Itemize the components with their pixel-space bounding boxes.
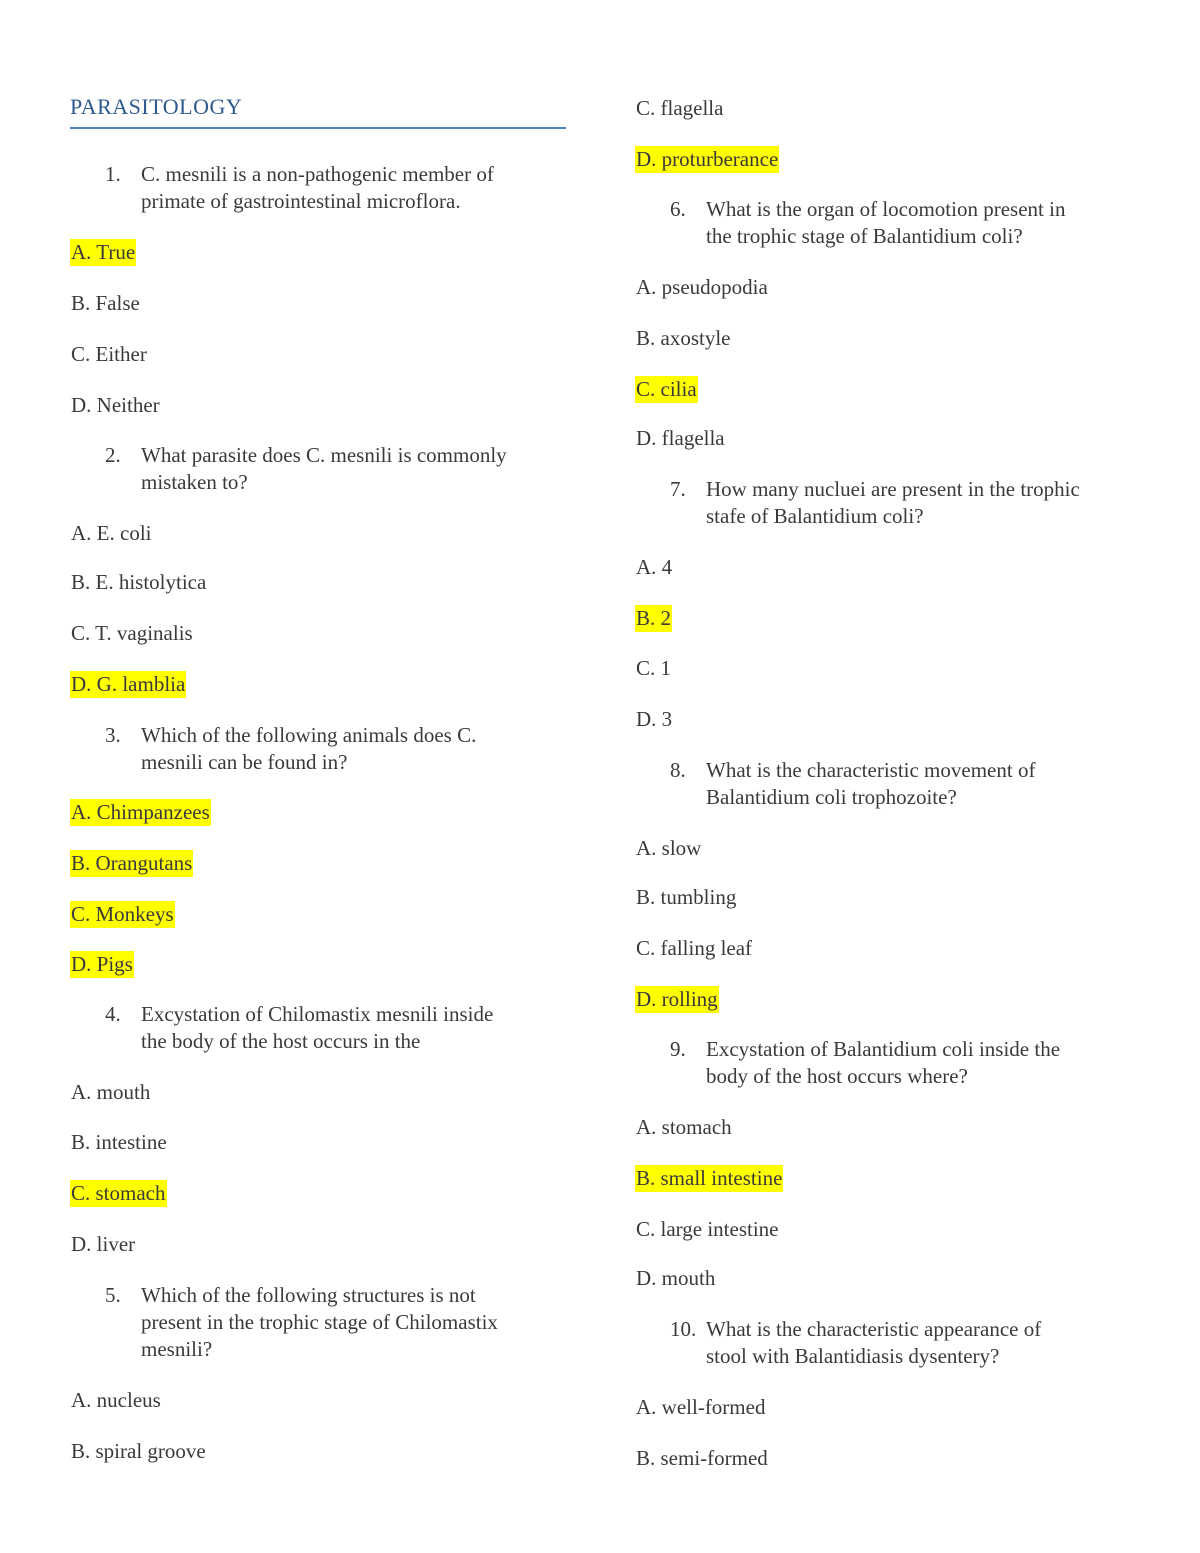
question-text — [706, 476, 1080, 530]
question-text-line: What parasite does C. mesnili is commonly — [141, 443, 507, 467]
question-text-line: stafe of Balantidium coli? — [706, 504, 924, 528]
question-text-line: primate of gastrointestinal microflora. — [141, 189, 461, 213]
question-text — [141, 1282, 498, 1363]
question-number: 4. — [105, 1002, 121, 1026]
answer-option: B. E. histolytica — [71, 570, 207, 594]
answer-option: C. cilia — [636, 377, 697, 401]
question-text — [706, 1036, 1060, 1090]
answer-option: D. G. lamblia — [71, 672, 186, 696]
answer-option: D. Pigs — [71, 952, 133, 976]
answer-option: C. stomach — [71, 1181, 166, 1205]
question-number: 6. — [670, 197, 686, 221]
question-text — [141, 1001, 493, 1055]
question-number: 8. — [670, 758, 686, 782]
answer-option: B. spiral groove — [71, 1439, 206, 1463]
answer-option: A. well-formed — [636, 1395, 766, 1419]
question-text-line: present in the trophic stage of Chilomastix — [141, 1310, 498, 1334]
title-underline — [70, 127, 566, 129]
answer-option: D. flagella — [636, 426, 725, 450]
question-number: 3. — [105, 723, 121, 747]
answer-option: D. 3 — [636, 707, 673, 731]
question-text-line: C. mesnili is a non-pathogenic member of — [141, 162, 494, 186]
question-text-line: mesnili can be found in? — [141, 750, 348, 774]
answer-option: A. E. coli — [71, 521, 152, 545]
question-text-line: What is the characteristic movement of — [706, 758, 1036, 782]
answer-option: C. Monkeys — [71, 902, 174, 926]
question-text-line: the body of the host occurs in the — [141, 1029, 421, 1053]
question-number: 2. — [105, 443, 121, 467]
question-text-line: Which of the following animals does C. — [141, 723, 477, 747]
question-text-line: mistaken to? — [141, 470, 248, 494]
answer-option: A. Chimpanzees — [71, 800, 210, 824]
question-text-line: Which of the following structures is not — [141, 1283, 476, 1307]
answer-option: A. 4 — [636, 555, 673, 579]
answer-option: D. Neither — [71, 393, 160, 417]
answer-option: A. mouth — [71, 1080, 151, 1104]
answer-option: A. stomach — [636, 1115, 732, 1139]
answer-option: C. flagella — [636, 96, 724, 120]
answer-option: A. slow — [636, 836, 702, 860]
answer-option: B. intestine — [71, 1130, 167, 1154]
question-text — [706, 757, 1035, 811]
answer-option: D. mouth — [636, 1266, 716, 1290]
question-text-line: stool with Balantidiasis dysentery? — [706, 1344, 1000, 1368]
answer-option: A. pseudopodia — [636, 275, 768, 299]
question-text — [706, 196, 1065, 250]
answer-option: D. proturberance — [636, 147, 779, 171]
question-number: 1. — [105, 162, 121, 186]
question-text — [141, 161, 494, 215]
question-text-line: Excystation of Balantidium coli inside the — [706, 1037, 1061, 1061]
question-text — [141, 442, 507, 496]
question-number: 5. — [105, 1283, 121, 1307]
question-text-line: body of the host occurs where? — [706, 1064, 968, 1088]
answer-option: B. small intestine — [636, 1166, 783, 1190]
answer-option: C. T. vaginalis — [71, 621, 193, 645]
question-text-line: What is the characteristic appearance of — [706, 1317, 1042, 1341]
question-number: 10. — [670, 1317, 697, 1341]
answer-option: C. falling leaf — [636, 936, 753, 960]
question-text-line: mesnili? — [141, 1337, 213, 1361]
answer-option: A. True — [71, 240, 136, 264]
document-title: PARASITOLOGY — [70, 94, 243, 119]
question-text-line: How many nucluei are present in the trophic — [706, 477, 1080, 501]
answer-option: D. rolling — [636, 987, 718, 1011]
answer-option: C. large intestine — [636, 1217, 779, 1241]
answer-option: B. tumbling — [636, 885, 737, 909]
question-text-line: What is the organ of locomotion present in — [706, 197, 1066, 221]
question-text-line: Excystation of Chilomastix mesnili inside — [141, 1002, 494, 1026]
question-text — [141, 722, 476, 776]
question-text — [706, 1316, 1041, 1370]
answer-option: B. Orangutans — [71, 851, 193, 875]
answer-option: B. semi-formed — [636, 1446, 768, 1470]
question-text-line: Balantidium coli trophozoite? — [706, 785, 957, 809]
answer-option: D. liver — [71, 1232, 136, 1256]
question-number: 9. — [670, 1037, 686, 1061]
answer-option: A. nucleus — [71, 1388, 161, 1412]
answer-option: C. 1 — [636, 656, 672, 680]
answer-option: B. axostyle — [636, 326, 731, 350]
question-number: 7. — [670, 477, 686, 501]
question-text-line: the trophic stage of Balantidium coli? — [706, 224, 1023, 248]
answer-option: C. Either — [71, 342, 147, 366]
answer-option: B. False — [71, 291, 140, 315]
answer-option: B. 2 — [636, 606, 672, 630]
